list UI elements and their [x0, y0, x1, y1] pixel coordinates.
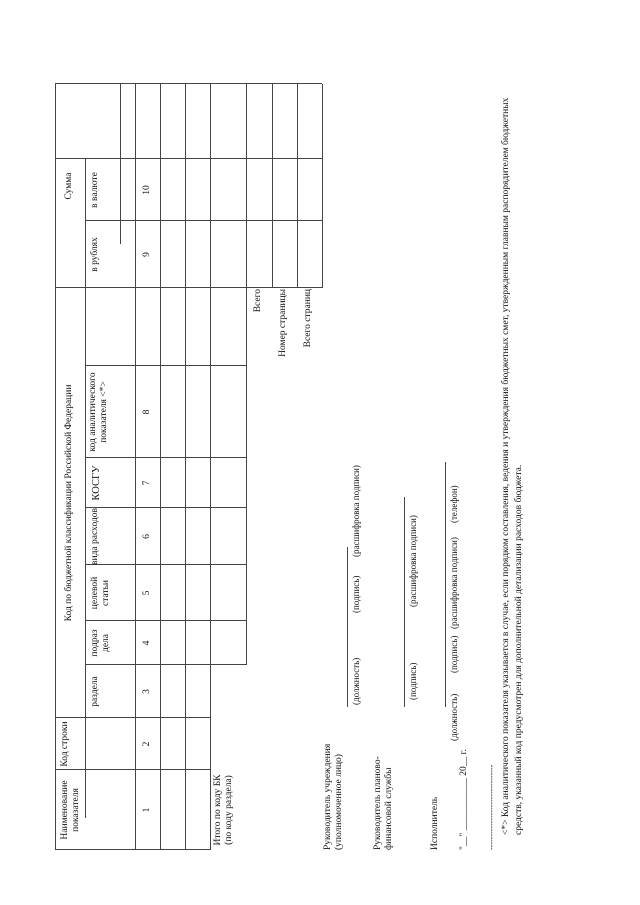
footnote-separator: --------------------------------	[487, 764, 496, 850]
header-val: в валюте	[90, 172, 100, 208]
executor-caption-phone: (телефон)	[449, 485, 459, 523]
col-number-1: 1	[142, 807, 152, 813]
header-bk-classification: Код по бюджетной классификации Российской Федерации	[64, 384, 74, 622]
col-number-7: 7	[142, 480, 152, 486]
col-number-3: 3	[142, 689, 152, 694]
head-label: Руководитель учреждения (уполномоченное лицо)	[323, 743, 344, 850]
page-number-label: Номер страницы	[278, 289, 288, 357]
total-pages-label: Всего страниц	[303, 289, 313, 348]
header-name: Наименование показателя	[60, 780, 81, 840]
executor-caption-signature: (подпись)	[449, 635, 459, 673]
finance-caption-signature: (подпись)	[408, 662, 418, 700]
head-caption-signature: (подпись)	[351, 575, 361, 613]
finance-label: Руководитель планово-финансовой службы	[373, 756, 394, 850]
executor-label: Исполнитель	[430, 796, 440, 850]
header-code: Код строки	[60, 721, 70, 767]
header-celevaya: целевой статьи	[90, 576, 111, 610]
col-number-9: 9	[142, 252, 152, 257]
header-rub: в рублях	[90, 237, 100, 272]
head-caption-position: (должность)	[351, 657, 361, 705]
col-number-8: 8	[142, 409, 152, 415]
col-number-6: 6	[142, 534, 152, 539]
finance-caption-decoding: (расшифровка подписи)	[408, 515, 418, 607]
header-analytic: код аналитического показателя <*>	[88, 372, 109, 452]
header-razdel: раздела	[90, 676, 100, 707]
header-kosgu: КОСГУ	[91, 465, 102, 501]
col-number-2: 2	[142, 741, 152, 747]
footnote-text: <*> Код аналитического показателя указывается в случае, если порядком составления, ведения и утверждения бюджетных смет, утвержденным главным распорядителем бюджетных средств, указанный код предусмотрен для дополнительной детализации расходов бюджета.	[501, 97, 524, 835]
col-number-10: 10	[142, 185, 152, 195]
date-line: "__" ___________ 20__ г.	[459, 749, 469, 850]
vsego-label: Всего	[253, 289, 263, 313]
head-caption-decoding: (расшифровка подписи)	[351, 465, 361, 557]
col-number-4: 4	[142, 640, 152, 646]
executor-caption-decoding: (расшифровка подписи)	[449, 537, 459, 629]
header-podrazdel: подраз дела	[90, 629, 111, 657]
executor-caption-position: (должность)	[449, 693, 459, 741]
header-vida: вида расходов	[90, 508, 100, 565]
col-number-5: 5	[142, 590, 152, 596]
header-sum: Сумма	[64, 172, 74, 200]
itogo-label: Итого по коду БК (по коду раздела)	[213, 774, 234, 846]
